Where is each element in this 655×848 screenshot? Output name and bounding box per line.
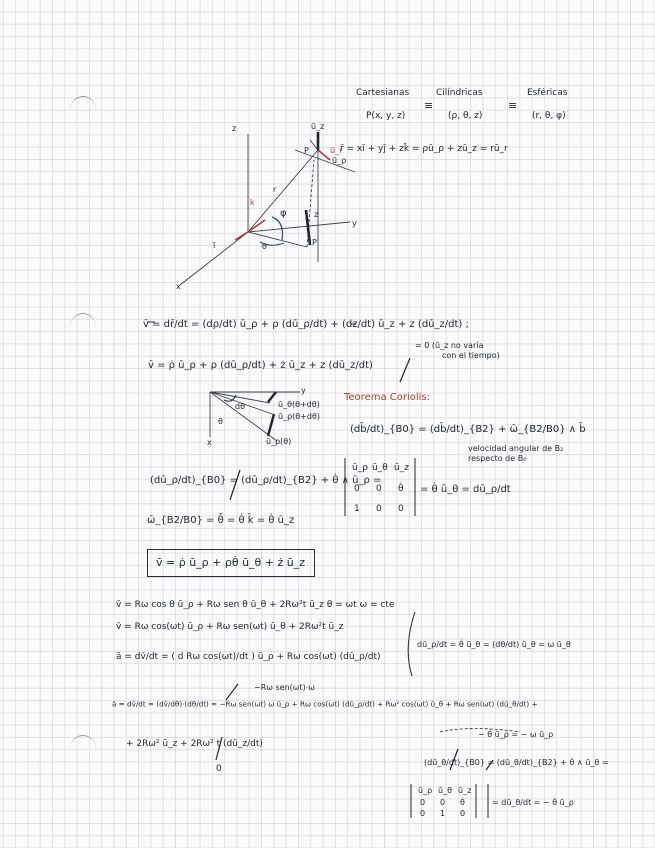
det2-cell: 0 <box>420 798 426 807</box>
det2-cell: 0 <box>440 798 446 807</box>
note-time: con el tiempo) <box>442 351 500 360</box>
uz-label: ū_z <box>311 122 325 131</box>
det2-cell: 1 <box>440 809 446 818</box>
note-zero: = 0 (ū_z no varía <box>415 341 484 350</box>
z-axis-label: z <box>232 124 237 133</box>
urho-derivative: (dū_ρ/dt)_{B0} = (dū_ρ/dt)_{B2} + θ̇ ∧ ū_ρ = <box>150 475 382 486</box>
acceleration-line-2: ā = dv̄/dt = (dv̄/dθ)·(dθ/dt) = −Rω sen(ωt) ω ū_ρ + Rω cos(ωt) (dū_ρ/dt) + Rω² cos(ωt) ū_θ + Rω sen(ωt) (dū_θ/dt) + <box>112 700 538 709</box>
bottom-right-result: − θ̇ ū_ρ = − ω ū_ρ <box>478 730 554 739</box>
urho0-label: ū_ρ(θ) <box>266 437 292 446</box>
phi-label: φ <box>280 208 287 219</box>
equiv-sign: ≡ <box>424 99 434 112</box>
det-cell: ū_ρ <box>352 463 368 473</box>
k-label: k <box>250 198 255 207</box>
coriolis-note-2: respecto de B₀ <box>468 454 527 463</box>
det-cell: ū_z <box>394 463 409 473</box>
acceleration-overnote: −Rω sen(ωt)·ω <box>254 683 315 692</box>
utheta-shift-label: ū_θ(θ+dθ) <box>278 400 320 409</box>
angular-velocity: ω̄_{B2/B0} = θ̄̇ = θ̇ k̄ = θ̇ ū_z <box>147 515 295 526</box>
cylindrical-point: (ρ, θ, z) <box>448 111 483 121</box>
det-cell: 0 <box>354 484 360 494</box>
cartesian-label: Cartesianas <box>356 88 410 98</box>
det-result: = θ̇ ū_θ = dū_ρ/dt <box>420 484 511 495</box>
det2-cell: ū_θ <box>438 786 452 795</box>
det2-cell: θ̇ <box>460 798 465 807</box>
utheta-derivative: (dū_θ/dt)_{B0} = (dū_θ/dt)_{B2} + θ̇ ∧ ū_θ = <box>424 758 609 767</box>
det-cell: 0 <box>376 484 382 494</box>
det2-cell: 0 <box>460 809 466 818</box>
det2-result: = dū_θ/dt = − θ̇ ū_ρ <box>492 798 574 807</box>
y-axis-2d-label: y <box>301 386 306 395</box>
side-derivation: dū_ρ/dt = θ̇ ū_θ = (dθ/dt) ū_θ = ω ū_θ <box>417 640 571 649</box>
boxed-velocity-text: v̄ = ρ̇ ū_ρ + ρθ̇ ū_θ + ż ū_z <box>156 556 305 569</box>
det-cell: 0 <box>398 504 404 514</box>
i-label: ī <box>213 241 216 250</box>
z-length-label: z <box>314 210 319 219</box>
position-equation: r̄ = xī + yj̄ + zk̄ = ρū_ρ + zū_z = rū_r <box>340 144 508 154</box>
acceleration-line-1: ā = dv̄/dt = ( d Rω cos(ωt)/dt ) ū_ρ + Rω cos(ωt) (dū_ρ/dt) <box>116 652 381 662</box>
acceleration-line-3: + 2Rω² ū_z + 2Rω² t (dū_z/dt) <box>126 739 263 749</box>
boxed-velocity-result <box>147 549 315 577</box>
det2-cell: ū_z <box>458 786 472 795</box>
det2-cell: 0 <box>420 809 426 818</box>
coriolis-note-1: velocidad angular de B₂ <box>468 444 564 453</box>
point-p-label: P <box>304 146 309 155</box>
zero-mark: 0 <box>216 764 222 774</box>
velocity-expansion: v̄ = ρ̇ ū_ρ + ρ (dū_ρ/dt) + ż ū_z + z (dū_z/dt) <box>148 360 373 371</box>
p-prime-label: P' <box>312 238 320 247</box>
spherical-label: Esféricas <box>527 88 568 98</box>
urho-shift-label: ū_ρ(θ+dθ) <box>278 412 320 421</box>
theta-label: θ <box>262 242 267 251</box>
cartesian-point: P(x, y, z) <box>366 111 406 121</box>
det2-cell: ū_ρ <box>418 786 433 795</box>
coriolis-formula: (db̄/dt)_{B0} = (db̄/dt)_{B2} + ω̄_{B2/B0} ∧ b̄ <box>350 424 586 435</box>
urho-label: ū_ρ <box>332 156 347 165</box>
ur-label: ū_r <box>330 146 343 155</box>
velocity-definition: v̄ = dr̄/dt = (dρ/dt) ū_ρ + ρ (dū_ρ/dt) + (dz/dt) ū_z + z (dū_z/dt) ; <box>143 319 469 330</box>
x-axis-label: x <box>176 282 181 291</box>
x-axis-2d-label: x <box>207 438 212 447</box>
det-cell: θ̇ <box>398 484 404 494</box>
det-cell: 1 <box>354 504 360 514</box>
det-cell: ū_θ <box>372 463 388 473</box>
y-axis-label: y <box>352 219 357 228</box>
det-cell: 0 <box>376 504 382 514</box>
velocity-line-1: v̄ = Rω cos θ ū_ρ + Rω sen θ ū_θ + 2Rω²t ū_z θ = ωt ω = cte <box>116 600 395 610</box>
theta-2d-label: θ <box>218 417 223 426</box>
r-label: r <box>273 185 277 194</box>
equiv-sign: ≡ <box>508 99 518 112</box>
coriolis-title: Teorema Coriolis: <box>344 392 431 403</box>
velocity-line-2: v̄ = Rω cos(ωt) ū_ρ + Rω sen(ωt) ū_θ + 2Rω²t ū_z <box>116 622 344 632</box>
dtheta-label: dθ <box>235 402 245 411</box>
spherical-point: (r, θ, φ) <box>532 111 566 121</box>
cylindrical-label: Cilíndricas <box>436 88 483 98</box>
